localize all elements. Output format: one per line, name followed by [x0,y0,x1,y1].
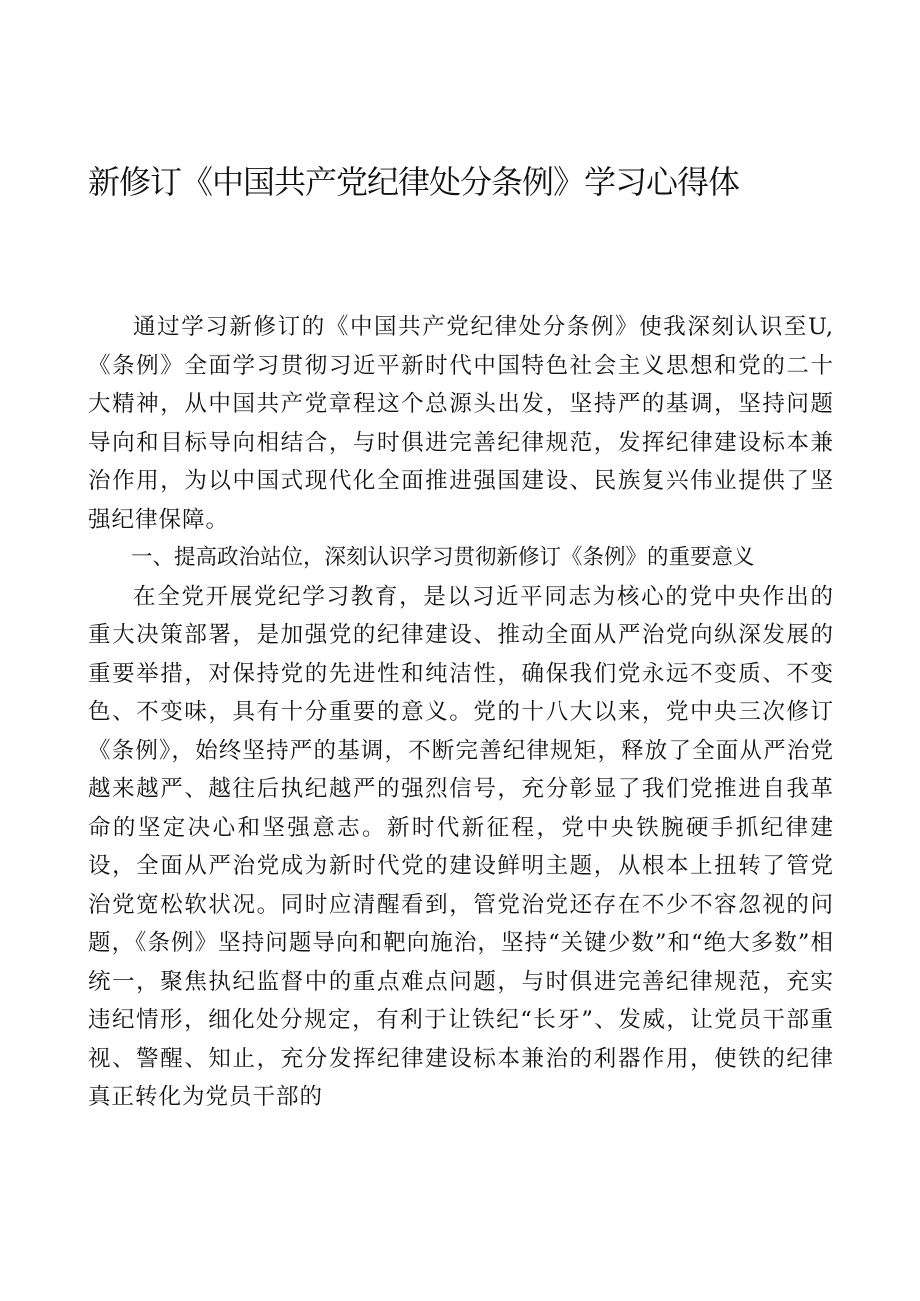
document-body [88,308,834,1117]
section-heading-1: 一、提高政治站位，深刻认识学习贯彻新修订《条例》的重要意义 [131,545,755,570]
section-1-paragraph: 在全党开展党纪学习教育，是以习近平同志为核心的党中央作出的重大决策部署，是加强党的纪律建设、推动全面从严治党向纵深发展的重要举措，对保持党的先进性和纯洁性，确保我们党永远不变质、不变色、不变味，具有十分重要的意义。党的十八大以来，党中央三次修订《条例》，始终坚持严的基调，不断完善纪律规矩，释放了全面从严治党越来越严、越往后执纪越严的强烈信号，充分彰显了我们党推进自我革命的坚定决心和坚强意志。新时代新征程，党中央铁腕硬手抓纪律建设，全面从严治党成为新时代党的建设鲜明主题，从根本上扭转了管党治党宽松软状况。同时应清醒看到，管党治党还存在不少不容忽视的问题，《条例》坚持问题导向和靶向施治，坚持“关键少数”和“绝大多数”相统一，聚焦执纪监督中的重点难点问题，与时俱进完善纪律规范，充实违纪情形，细化处分规定，有利于让铁纪“长牙”、发威，让党员干部重视、警醒、知止，充分发挥纪律建设标本兼治的利器作用，使铁的纪律真正转化为党员干部的 [88,583,834,1110]
document-title: 新修订《中国共产党纪律处分条例》学习心得体 [88,163,740,201]
intro-paragraph: 通过学习新修订的《中国共产党纪律处分条例》使我深刻认识至U,《条例》全面学习贯彻习近平新时代中国特色社会主义思想和党的二十大精神，从中国共产党章程这个总源头出发，坚持严的基调，坚持问题导向和目标导向相结合，与时俱进完善纪律规范，发挥纪律建设标本兼治作用，为以中国式现代化全面推进强国建设、民族复兴伟业提供了坚强纪律保障。 [88,314,834,533]
